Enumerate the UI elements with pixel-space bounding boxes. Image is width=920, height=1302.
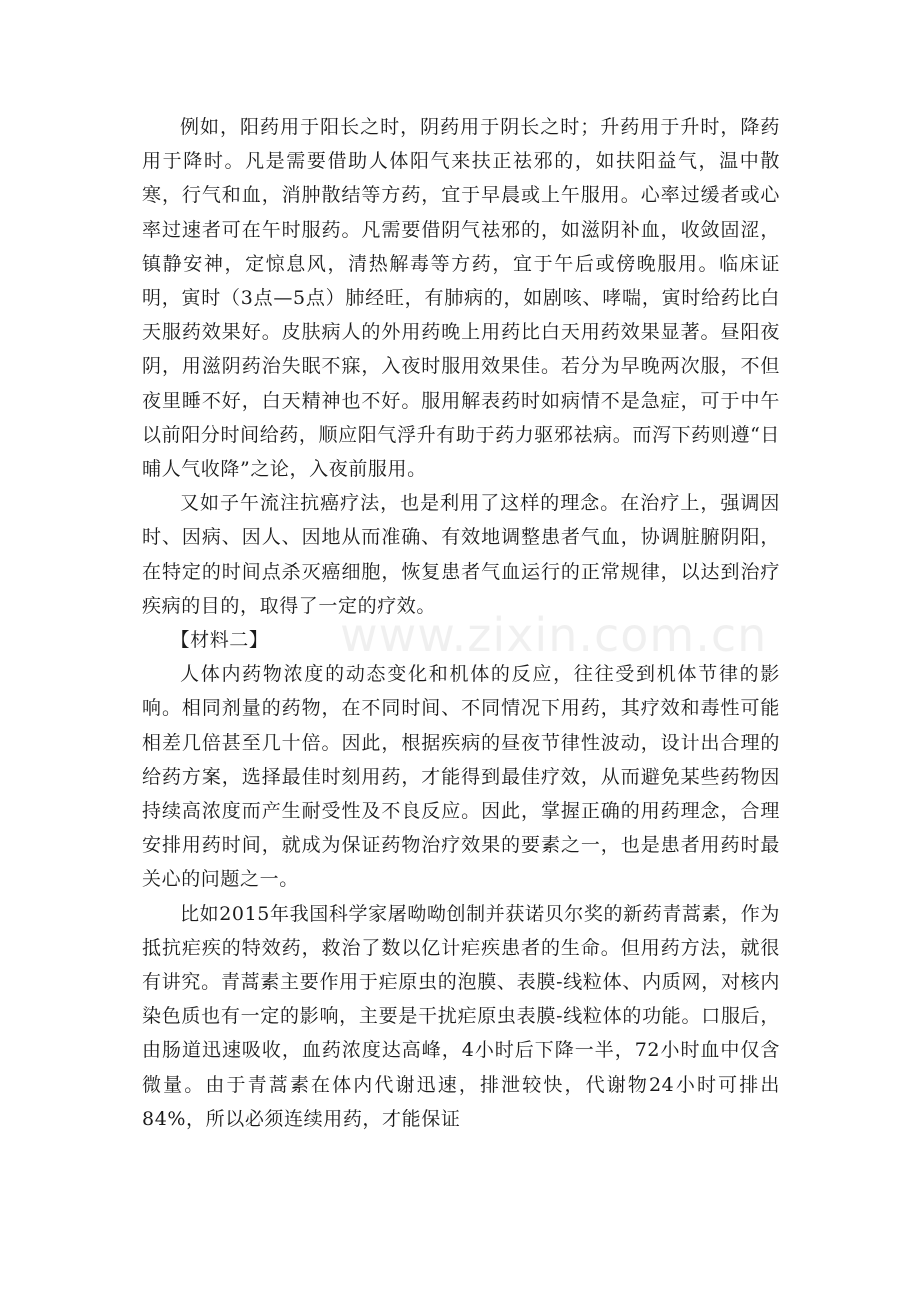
paragraph-3: 人体内药物浓度的动态变化和机体的反应，往往受到机体节律的影响。相同剂量的药物，在不同时间、不同情况下用药，其疗效和毒性可能相差几倍甚至几十倍。因此，根据疾病的昼夜节律性波动，设计出合理的给药方案，选择最佳时刻用药，才能得到最佳疗效，从而避免某些药物因持续高浓度而产生耐受性及不良反应。因此，掌握正确的用药理念，合理安排用药时间，就成为保证药物治疗效果的要素之一，也是患者用药时最关心的问题之一。 — [142, 663, 780, 891]
section-heading: 【材料二】 — [170, 629, 269, 652]
paragraph-2: 又如子午流注抗癌疗法，也是利用了这样的理念。在治疗上，强调因时、因病、因人、因地从而准确、有效地调整患者气血，协调脏腑阴阳，在特定的时间点杀灭癌细胞，恢复患者气血运行的正常规律，以达到治疗疾病的目的，取得了一定的疗效。 — [142, 492, 780, 617]
paragraph-4: 比如2015年我国科学家屠呦呦创制并获诺贝尔奖的新药青蒿素，作为抵抗疟疾的特效药，救治了数以亿计疟疾患者的生命。但用药方法，就很有讲究。青蒿素主要作用于疟原虫的泡膜、表膜-线粒体、内质网，对核内染色质也有一定的影响，主要是干扰疟原虫表膜-线粒体的功能。口服后，由肠道迅速吸收，血药浓度达高峰，4小时后下降一半，72小时血中仅含微量。由于青蒿素在体内代谢迅速，排泄较快，代谢物24小时可排出84%，所以必须连续用药，才能保证 — [142, 902, 780, 1130]
paragraph-1: 例如，阳药用于阳长之时，阴药用于阴长之时；升药用于升时，降药用于降时。凡是需要借助人体阳气来扶正祛邪的，如扶阳益气，温中散寒，行气和血，消肿散结等方药，宜于早晨或上午服用。心率过缓者或心率过速者可在午时服药。凡需要借阴气祛邪的，如滋阴补血，收敛固涩，镇静安神，定惊息风，清热解毒等方药，宜于午后或傍晚服用。临床证明，寅时（3点—5点）肺经旺，有肺病的，如剧咳、哮喘，寅时给药比白天服药效果好。皮肤病人的外用药晚上用药比白天用药效果显著。昼阳夜阴，用滋阴药治失眠不寐，入夜时服用效果佳。若分为早晚两次服，不但夜里睡不好，白天精神也不好。服用解表药时如病情不是急症，可于中午以前阳分时间给药，顺应阳气浮升有助于药力驱邪祛病。而泻下药则遵“日晡人气收降”之论，入夜前服用。 — [142, 116, 780, 481]
document-body — [142, 110, 780, 1136]
watermark: www.zixin.com.cn — [340, 608, 768, 662]
